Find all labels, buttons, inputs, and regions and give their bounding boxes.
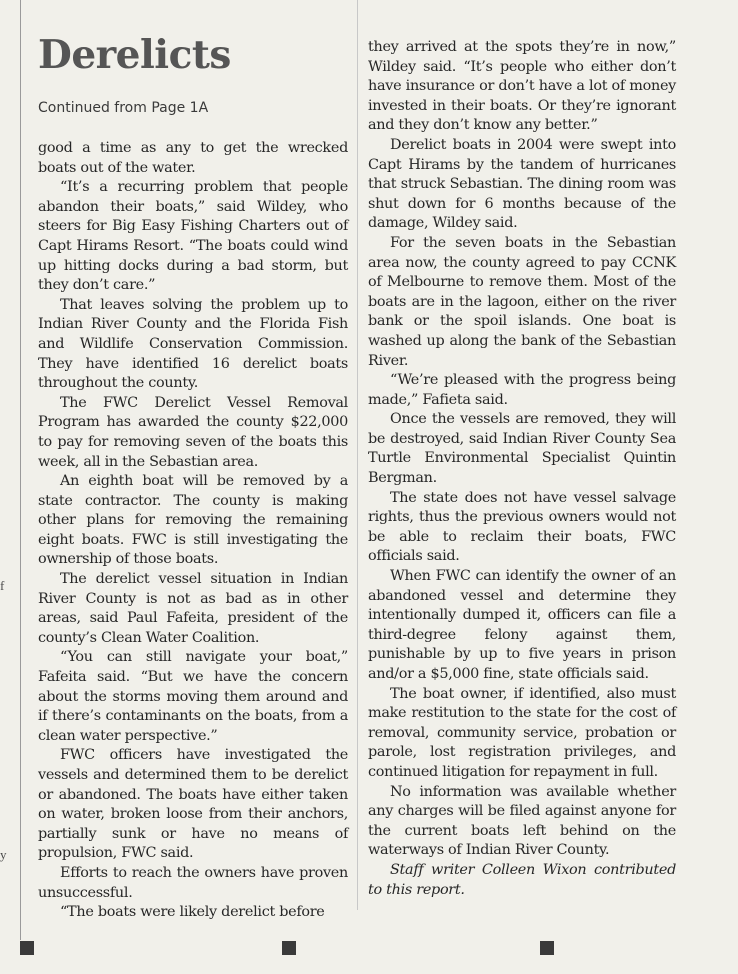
margin-fragment-2: y: [0, 847, 7, 862]
column-divider: [357, 0, 358, 910]
headline: Derelicts: [38, 32, 231, 78]
staff-credit: Staff writer Colleen Wixon contributed to this report.: [368, 861, 676, 898]
paragraph: Efforts to reach the owners have proven unsuccessful.: [38, 864, 348, 901]
jump-line: Continued from Page 1A: [38, 100, 209, 116]
paragraph: When FWC can identify the owner of an abandoned vessel and determine they intentionally dumped it, officers can file a third-degree felony against them, punishable by up to five years in prison and/or a $5,000 fine, state officials said.: [368, 568, 676, 682]
registration-mark-center: [282, 941, 296, 955]
paragraph: “We’re pleased with the progress being made,” Fafieta said.: [368, 372, 676, 408]
paragraph: That leaves solving the problem up to Indian River County and the Florida Fish and Wildlife Conservation Commission. They have identified 16 derelict boats throughout the county.: [38, 296, 348, 392]
paragraph: Derelict boats in 2004 were swept into Capt Hirams by the tandem of hurricanes that struck Sebastian. The dining room was shut down for 6 months because of the damage, Wildey said.: [368, 136, 676, 232]
paragraph: good a time as any to get the wrecked boats out of the water.: [38, 140, 348, 176]
paragraph: For the seven boats in the Sebastian area now, the county agreed to pay CCNK of Melbourne to remove them. Most of the boats are in the lagoon, either on the river bank or the spoil islands. One boat is washed up along the bank of the Sebastian River.: [368, 234, 676, 369]
paragraph: FWC officers have investigated the vessels and determined them to be derelict or abandoned. The boats have either taken on water, broken loose from their anchors, partially sunk or have no means of propulsion, FWC said.: [38, 747, 348, 862]
paragraph: The derelict vessel situation in Indian River County is not as bad as in other areas, said Paul Fafeita, president of the county’s Clean Water Coalition.: [38, 571, 348, 646]
paragraph: “The boats were likely derelict before: [60, 904, 325, 921]
registration-mark-left: [20, 941, 34, 955]
paragraph: The state does not have vessel salvage rights, thus the previous owners would not be able to reclaim their boats, FWC officials said.: [368, 489, 676, 565]
paragraph: No information was available whether any charges will be filed against anyone for the current boats left behind on the waterways of Indian River County.: [368, 783, 676, 859]
paragraph: “You can still navigate your boat,” Fafeita said. “But we have the concern about the storms moving them around and if there’s contaminants on the boats, from a clean water perspective.”: [38, 649, 348, 744]
paragraph: The FWC Derelict Vessel Removal Program has awarded the county $22,000 to pay for removing seven of the boats this week, all in the Sebastian area.: [38, 394, 348, 470]
paragraph: they arrived at the spots they’re in now,” Wildey said. “It’s people who either don’t have insurance or don’t have a lot of money invested in their boats. Or they’re ignorant and they don’t know any better.”: [368, 39, 676, 134]
registration-mark-right: [540, 941, 554, 955]
paragraph: Once the vessels are removed, they will be destroyed, said Indian River County Sea Turtle Environmental Specialist Quintin Bergman.: [368, 411, 676, 487]
article-column-1: [38, 139, 348, 923]
paragraph: An eighth boat will be removed by a state contractor. The county is making other plans for removing the remaining eight boats. FWC is still investigating the ownership of those boats.: [38, 473, 348, 568]
paragraph: “It’s a recurring problem that people abandon their boats,” said Wildey, who steers for Big Easy Fishing Charters out of Capt Hirams Resort. “The boats could wind up hitting docks during a bad storm, but they don’t care.”: [38, 179, 348, 294]
margin-fragment-1: f: [0, 578, 5, 593]
left-column-rule: [20, 0, 21, 940]
paragraph: The boat owner, if identified, also must make restitution to the state for the cost of removal, community service, probation or parole, lost registration privileges, and continued litigation for repayment in full.: [368, 685, 676, 780]
article-column-2: [368, 38, 676, 900]
